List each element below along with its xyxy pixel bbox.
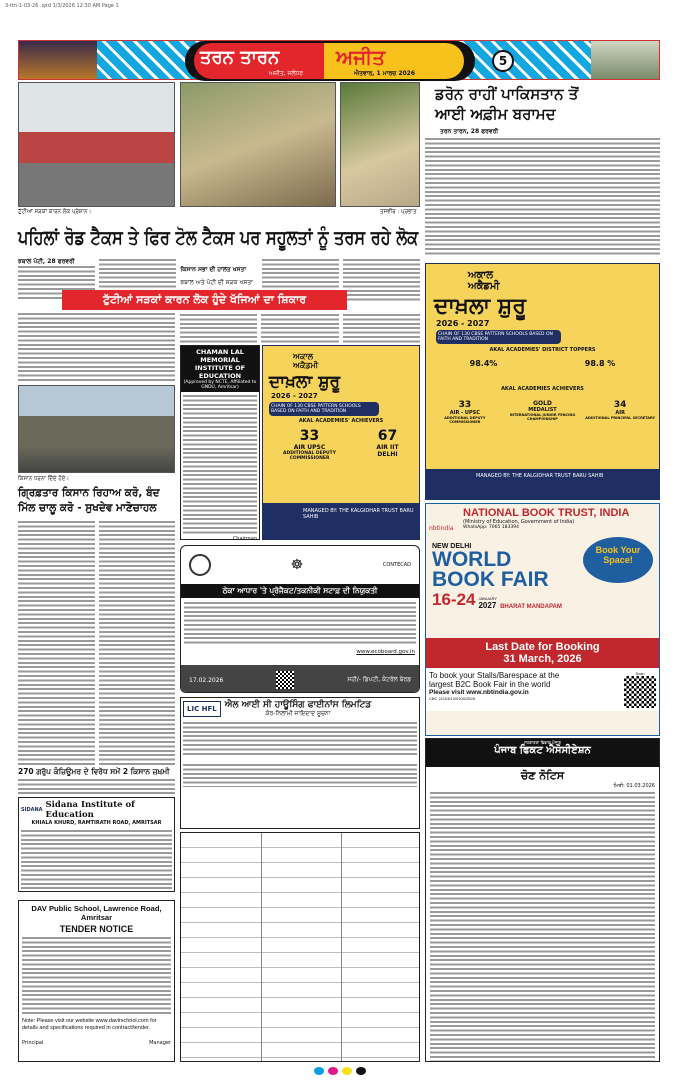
truck-photo	[18, 82, 175, 207]
photo-credit: ਤਸਵੀਰ : ਪ੍ਰਭਾਤ	[380, 209, 417, 215]
fair-dates: 16-24	[432, 590, 476, 609]
akal-large-headline: ਦਾਖ਼ਲਾ ਸ਼ੁਰੂ	[434, 294, 526, 319]
dav-title: DAV Public School, Lawrence Road, Amritsar	[31, 904, 162, 922]
achiever-role: ADDITIONAL DEPUTY COMMISSIONER	[283, 451, 336, 461]
nbt-info-1: To book your Stalls/Barespace at the	[429, 671, 560, 680]
achiever-label: AIR - UPSC	[449, 410, 480, 416]
achiever-rank: GOLD	[533, 400, 552, 407]
masthead-subtitle: ਅਜੀਤ, ਜਲੰਧਰ	[269, 70, 304, 77]
lic-logo: LIC HFL	[183, 701, 221, 717]
fair-month: JANUARY	[478, 596, 498, 601]
notice-org: ਪੰਜਾਬ ਫਿਕਟ ਐਸੋਸੀਏਸ਼ਨ	[494, 745, 591, 756]
govt-recruitment-ad	[180, 545, 420, 693]
story2-headline: ਗ੍ਰਿਫ਼ਤਾਰ ਕਿਸਾਨ ਰਿਹਾਅ ਕਰੋ, ਬੰਦ ਮਿੱਲ ਚਾਲੂ ਕਰੋ - ਸੁਖਦੇਵ ਮਾਣੋਚਾਹਲ	[18, 487, 160, 514]
achiever-role: ADDITIONAL DEPUTY COMMISSIONER	[444, 416, 486, 424]
akal-small-headline: ਦਾਖ਼ਲਾ ਸ਼ੁਰੂ	[269, 372, 341, 392]
nbt-code: CBC 21103/12/0100/2526	[429, 696, 475, 701]
sidana-address: KHIALA KHURD, RAMTIRATH ROAD, AMRITSAR	[31, 820, 162, 826]
lic-hfl-ad	[180, 697, 420, 829]
achievers-title: AKAL ACADEMIES ACHIEVERS	[501, 386, 584, 392]
topper-score: 98.8 %	[584, 359, 616, 368]
page-number: 5	[492, 50, 514, 72]
sidana-title: Sidana Institute of Education	[45, 800, 135, 820]
nbt-logo: nbtindia	[429, 525, 454, 532]
emblem-icon	[189, 554, 211, 576]
subhead-2: ਝਬਾਲ ਅਤੇ ਪੱਟੀ ਦੀ ਸੜਕ ਖਸਤਾ	[180, 279, 253, 286]
road-photo-2	[340, 82, 420, 207]
fair-name-1: WORLD	[432, 548, 512, 571]
achiever-rank: 33	[299, 428, 320, 444]
akal-small-brand: ਅਕਾਲ ਅਕੈਡਮੀ	[293, 352, 319, 370]
govt-sign: ਸਹੀ/- ਡਿਪਟੀ, ਕੰਟਰੋਲ ਬੋਰਡ	[347, 676, 411, 683]
akal-small-tagline: CHAIN OF 130 CBSE PATTERN SCHOOLS BASED ON FAITH AND TRADITION	[269, 402, 379, 416]
notice-header-top: ਸਹਕਾਰਤਾ ਵਿਭਾਗ ਪੰਜਾਬ	[524, 740, 561, 745]
left-column-text	[18, 312, 175, 382]
nbt-ministry: (Ministry of Education, Government of India)	[463, 519, 575, 525]
main-strapline: ਟੁੱਟੀਆਂ ਸੜਕਾਂ ਕਾਰਨ ਲੋਕ ਹੁੰਦੇ ਖੱਜਿਆਂ ਦਾ ਸ਼ਿਕਾਰ	[62, 290, 347, 310]
institute-ad	[180, 345, 260, 540]
topper-score: 98.4%	[469, 359, 498, 368]
book-your-space-badge: Book Your Space!	[583, 537, 653, 583]
side-story	[425, 84, 660, 259]
dav-note: Note: Please visit our website www.davlrschool.com for details and specifications required in contract/tender.	[22, 1018, 157, 1031]
side-story-headline: ਡਰੋਨ ਰਾਹੀਂ ਪਾਕਿਸਤਾਨ ਤੋਂ ਆਈ ਅਫ਼ੀਮ ਬਰਾਮਦ	[435, 85, 579, 123]
ashoka-emblem-icon: ☸	[290, 557, 304, 573]
lic-subtitle: ਕੋਰ-ਨਿਲਾਮੀ ਜਾਇਦਾਦ ਸੂਚਨਾ	[265, 710, 331, 717]
akal-admission-ad-small	[262, 345, 420, 540]
golden-temple-photo	[19, 41, 97, 79]
print-slug: 3-ttn-1-03-26 .qxd 1/3/2026 12:30 AM Page 1	[5, 3, 119, 9]
qr-code-icon	[276, 671, 294, 689]
achiever-exam: AIR IIT DELHI	[376, 444, 399, 458]
fair-name-2: BOOK FAIR	[432, 568, 549, 591]
akal-large-brand: ਅਕਾਲ ਅਕੈਡਮੀ	[468, 270, 500, 292]
nbt-whatsapp: WhatsApp: 7065 183394	[463, 525, 519, 530]
akal-admission-ad-large	[425, 263, 660, 500]
fair-city: NEW DELHI	[432, 543, 472, 550]
last-date-value: 31 March, 2026	[503, 653, 582, 665]
print-color-bar	[20, 1067, 660, 1075]
achiever-exam: AIR UPSC	[293, 444, 326, 451]
main-dateline: ਝਬਾਲ ਪੱਟੀ, 28 ਫਰਵਰੀ	[18, 258, 75, 265]
nbt-title: NATIONAL BOOK TRUST, INDIA	[463, 507, 630, 519]
story3-headline: 270 ਗਰੁੱਪ ਕੰਜ਼ਿਊਮਰ ਦੇ ਵਿਰੋਧ ਸਮੇਂ 2 ਕਿਸਾਨ ਜ਼ਖ਼ਮੀ	[18, 767, 170, 776]
qr-code-icon	[624, 676, 656, 708]
notice-heading: ਚੋਣ ਨੋਟਿਸ	[520, 769, 565, 782]
dav-tender-ad	[18, 900, 175, 1062]
masthead	[18, 40, 660, 80]
nbt-book-fair-ad	[425, 503, 660, 736]
fair-venue: BHARAT MANDAPAM	[500, 604, 562, 610]
protest-photo	[18, 385, 175, 473]
akal-large-tagline: CHAIN OF 130 CBSE PATTERN SCHOOLS BASED ON FAITH AND TRADITION	[436, 330, 561, 344]
fair-year: 2027	[478, 601, 497, 610]
akal-large-years: 2026 - 2027	[436, 319, 490, 328]
sidana-logo: SIDANA	[21, 807, 43, 813]
notice-date: ਮਿਤੀ: 01.03.2026	[613, 783, 655, 789]
toppers-title: AKAL ACADEMIES' DISTRICT TOPPERS	[489, 347, 596, 353]
road-photo-1	[180, 82, 336, 207]
city-name: ਤਰਨ ਤਾਰਨ	[194, 43, 324, 79]
masthead-date: ਐਤਵਾਰ, 1 ਮਾਰਚ 2026	[354, 70, 416, 77]
akal-large-managed: MANAGED BY: THE KALGIDHAR TRUST BARU SAHIB	[426, 469, 659, 499]
paper-name: ਅਜੀਤ	[324, 43, 464, 79]
achiever-role: INTERNATIONAL JUNIOR FENCING CHAMPIONSHIP	[509, 413, 576, 421]
achiever-label: MEDALIST	[528, 407, 557, 413]
govt-ad-title: ਠੇਕਾ ਆਧਾਰ 'ਤੇ ਪ੍ਰੋਜੈਕਟ/ਤਕਨੀਕੀ ਸਟਾਫ਼ ਦੀ ਨਿਯੁਕਤੀ	[181, 584, 419, 598]
govt-org: CONTECAD	[382, 562, 411, 568]
nbt-info-2: largest B2C Book Fair in the world	[429, 680, 551, 689]
akal-small-section: AKAL ACADEMIES' ACHIEVERS	[298, 418, 384, 424]
institute-title: CHAMAN LAL MEMORIAL INSTITUTE OF EDUCATION	[194, 348, 246, 380]
main-headline: ਪਹਿਲਾਂ ਰੋਡ ਟੈਕਸ ਤੇ ਫਿਰ ਟੋਲ ਟੈਕਸ ਪਰ ਸਹੂਲਤਾਂ ਨੂੰ ਤਰਸ ਰਹੇ ਲੋਕ	[18, 226, 419, 249]
story2-body	[18, 520, 175, 765]
institute-chairman: Chairman	[232, 536, 257, 542]
achiever-rank: 33	[458, 400, 472, 410]
photo-caption: ਟੁੱਟੀਆਂ ਸੜਕਾਂ ਕਾਰਨ ਲੋਕ ਪ੍ਰੇਸ਼ਾਨ।	[18, 209, 92, 215]
akal-small-managed: MANAGED BY: THE KALGIDHAR TRUST BARU SAHIB	[263, 503, 419, 539]
achiever-role: ADDITIONAL PRINCIPAL SECRETARY	[585, 416, 656, 420]
dav-principal: Principal	[22, 1040, 44, 1046]
last-date-label: Last Date for Booking	[485, 641, 600, 653]
punjab-election-notice	[425, 738, 660, 1062]
institute-subtitle: (Approved by NCTE, Affiliated to GNDU, Amritsar)	[183, 380, 257, 390]
story2-caption: ਕਿਸਾਨ ਧਰਨਾ ਦਿੰਦੇ ਹੋਏ।	[18, 476, 70, 482]
middle-column-text	[180, 313, 420, 343]
achiever-label: AIR	[615, 410, 625, 416]
govt-website: www.ecoboard.gov.in	[356, 649, 415, 655]
dav-heading: TENDER NOTICE	[59, 924, 134, 934]
achiever-rank: 67	[377, 428, 398, 444]
dav-manager: Manager	[149, 1040, 171, 1046]
lic-title: ਐਲ ਆਈ ਸੀ ਹਾਊਸਿੰਗ ਫਾਈਨਾਂਸ ਲਿਮਟਿਡ	[224, 700, 372, 710]
side-story-dateline: ਤਰਨ ਤਾਰਨ, 28 ਫਰਵਰੀ	[440, 128, 499, 135]
scan-label: Scan	[635, 671, 645, 676]
subhead-1: ਕਿਸਾਨ ਸਭਾ ਦੀ ਹਾਲਤ ਖਸਤਾ	[180, 266, 247, 273]
signboard-photo	[591, 41, 659, 79]
achiever-rank: 34	[613, 400, 627, 410]
nbt-visit: Please visit www.nbtindia.gov.in	[429, 689, 529, 696]
side-story-body	[425, 137, 660, 257]
sidana-ad	[18, 797, 175, 892]
property-notice-table	[180, 832, 420, 1062]
akal-small-years: 2026 - 2027	[271, 392, 318, 400]
story3-body	[18, 778, 175, 794]
govt-date: 17.02.2026	[189, 676, 224, 684]
